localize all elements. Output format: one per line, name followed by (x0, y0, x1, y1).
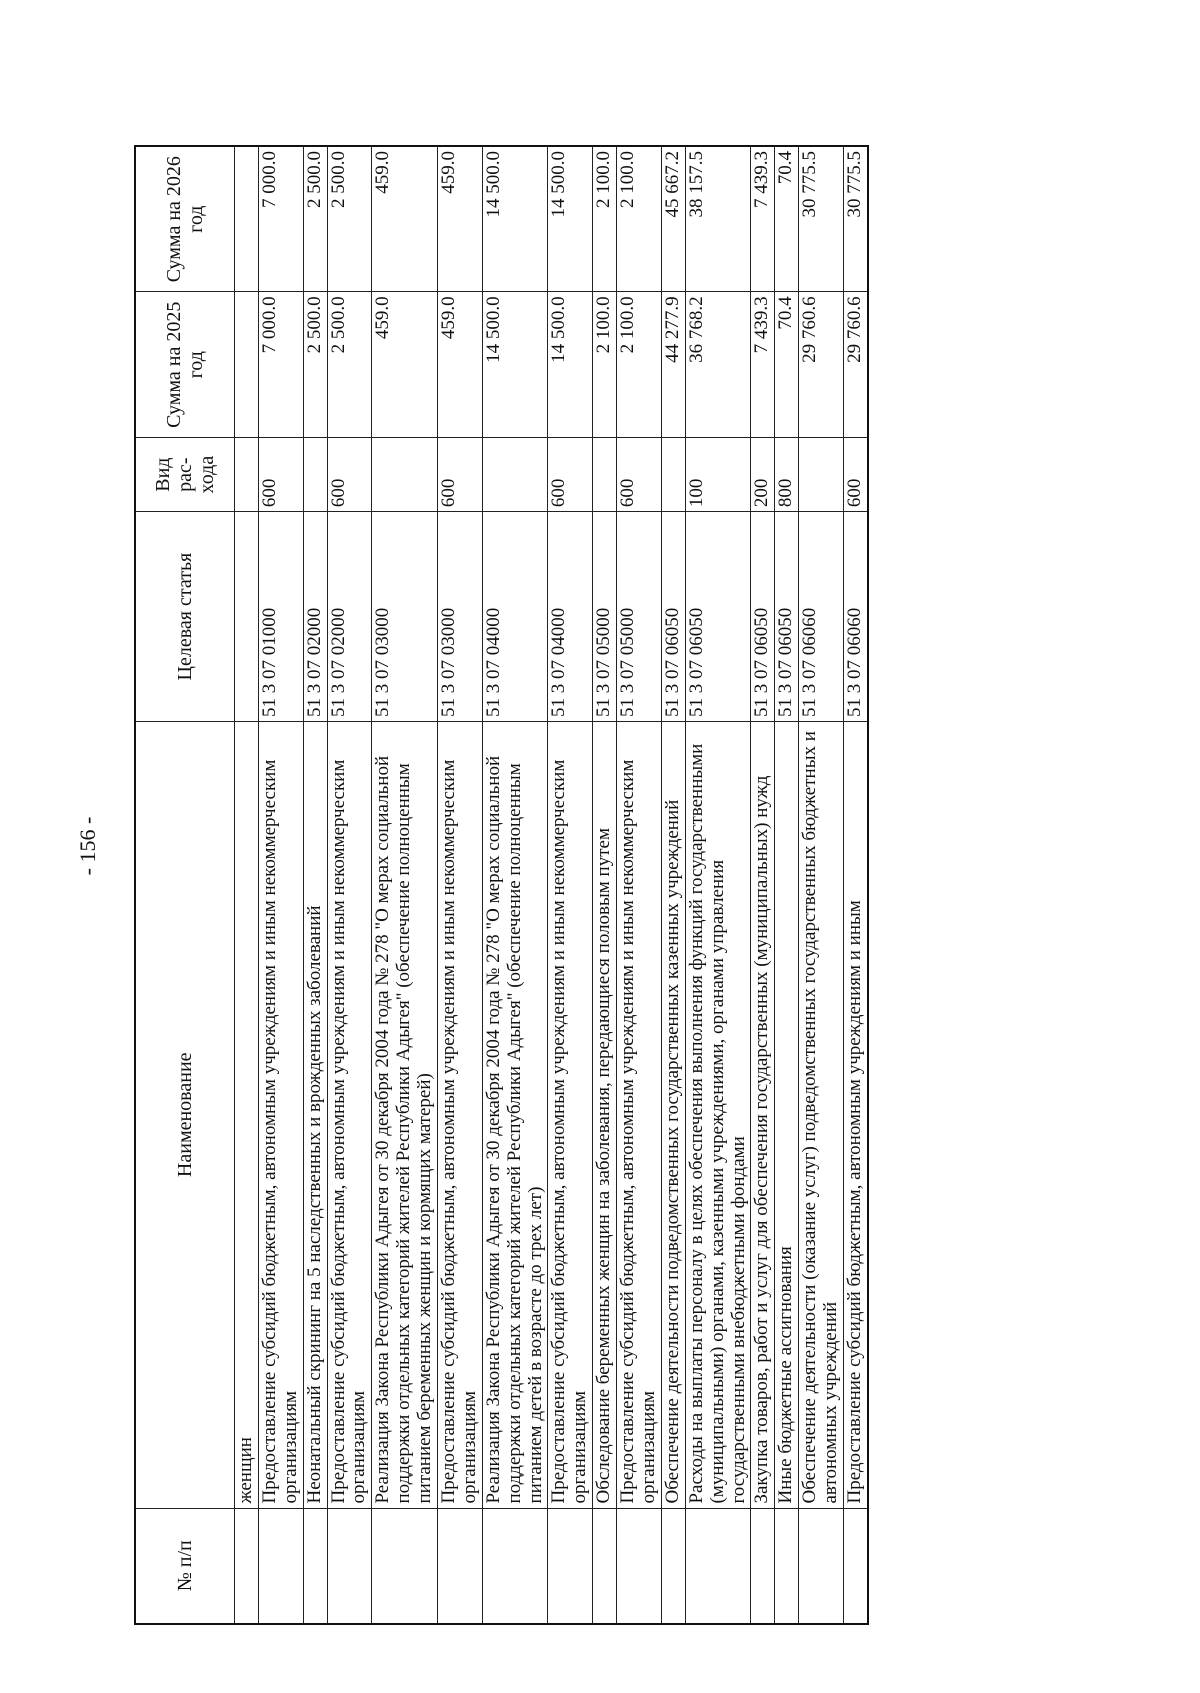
cell-num (235, 1508, 259, 1624)
cell-vid (235, 438, 259, 512)
cell-sum-2026: 30 775.5 (799, 146, 844, 292)
cell-sum-2026: 30 775.5 (844, 146, 868, 292)
cell-num (593, 1508, 617, 1624)
cell-vid: 600 (327, 438, 372, 512)
cell-num (661, 1508, 685, 1624)
cell-vid (303, 438, 327, 512)
table-row (235, 146, 259, 1624)
header-num: № п/п (135, 1508, 235, 1624)
cell-vid: 200 (751, 438, 775, 512)
cell-name: Неонатальный скрининг на 5 наследственных и врожденных заболеваний (303, 722, 327, 1508)
header-sum-2025: Сумма на 2025 год (135, 292, 235, 438)
cell-code: 51 3 07 03000 (372, 512, 438, 722)
table-header-row (135, 146, 235, 1624)
cell-sum-2026: 70.4 (775, 146, 799, 292)
header-vid: Вид рас-хода (135, 438, 235, 512)
cell-vid: 600 (617, 438, 662, 512)
cell-code: 51 3 07 04000 (548, 512, 593, 722)
cell-num (438, 1508, 483, 1624)
cell-name: Предоставление субсидий бюджетным, автономным учреждениям и иным (844, 722, 868, 1508)
table-row (482, 146, 548, 1624)
cell-code: 51 3 07 05000 (617, 512, 662, 722)
cell-sum-2026: 2 100.0 (617, 146, 662, 292)
table-row (617, 146, 662, 1624)
cell-sum-2026: 7 439.3 (751, 146, 775, 292)
cell-name: Предоставление субсидий бюджетным, автономным учреждениям и иным некоммерческим организациям (548, 722, 593, 1508)
cell-vid (482, 438, 548, 512)
page-number: - 156 - (75, 816, 100, 876)
cell-sum-2025: 7 439.3 (751, 292, 775, 438)
cell-sum-2026: 38 157.5 (685, 146, 751, 292)
cell-num (372, 1508, 438, 1624)
cell-name: Предоставление субсидий бюджетным, автономным учреждениям и иным некоммерческим организациям (438, 722, 483, 1508)
cell-sum-2025: 14 500.0 (548, 292, 593, 438)
cell-code: 51 3 07 06060 (844, 512, 868, 722)
cell-sum-2025: 459.0 (372, 292, 438, 438)
cell-sum-2025: 7 000.0 (258, 292, 303, 438)
cell-code: 51 3 07 02000 (327, 512, 372, 722)
cell-vid: 800 (775, 438, 799, 512)
cell-code: 51 3 07 06050 (751, 512, 775, 722)
cell-sum-2026: 7 000.0 (258, 146, 303, 292)
cell-sum-2026: 45 667.2 (661, 146, 685, 292)
cell-sum-2025: 459.0 (438, 292, 483, 438)
budget-table (134, 145, 869, 1625)
table-row (327, 146, 372, 1624)
table-row (593, 146, 617, 1624)
cell-code: 51 3 07 06050 (685, 512, 751, 722)
cell-name: Предоставление субсидий бюджетным, автономным учреждениям и иным некоммерческим организациям (258, 722, 303, 1508)
table-row (438, 146, 483, 1624)
cell-name: женщин (235, 722, 259, 1508)
cell-sum-2026: 2 100.0 (593, 146, 617, 292)
cell-name: Закупка товаров, работ и услуг для обеспечения государственных (муниципальных) нужд (751, 722, 775, 1508)
cell-code: 51 3 07 02000 (303, 512, 327, 722)
header-code: Целевая статья (135, 512, 235, 722)
cell-sum-2026: 14 500.0 (548, 146, 593, 292)
cell-vid (593, 438, 617, 512)
cell-name: Обеспечение деятельности (оказание услуг) подведомственных государственных бюджетных и автономных учреждений (799, 722, 844, 1508)
cell-sum-2025: 14 500.0 (482, 292, 548, 438)
table-row (844, 146, 868, 1624)
cell-vid: 600 (548, 438, 593, 512)
cell-num (303, 1508, 327, 1624)
cell-num (799, 1508, 844, 1624)
cell-sum-2025: 70.4 (775, 292, 799, 438)
cell-sum-2026: 459.0 (372, 146, 438, 292)
table-row (372, 146, 438, 1624)
cell-name: Предоставление субсидий бюджетным, автономным учреждениям и иным некоммерческим организациям (327, 722, 372, 1508)
cell-sum-2025: 29 760.6 (844, 292, 868, 438)
cell-num (258, 1508, 303, 1624)
cell-code: 51 3 07 05000 (593, 512, 617, 722)
table-row (548, 146, 593, 1624)
cell-sum-2025: 2 500.0 (303, 292, 327, 438)
table-row (661, 146, 685, 1624)
cell-name: Расходы на выплаты персоналу в целях обеспечения выполнения функций государственными (муниципальными) органами, казенными учреждениями, органами управления государственными внебюджетными фондами (685, 722, 751, 1508)
cell-vid: 600 (258, 438, 303, 512)
table-row (258, 146, 303, 1624)
cell-name: Обследование беременных женщин на заболевания, передающиеся половым путем (593, 722, 617, 1508)
cell-code: 51 3 07 06050 (775, 512, 799, 722)
header-name: Наименование (135, 722, 235, 1508)
table-row (751, 146, 775, 1624)
cell-sum-2025: 29 760.6 (799, 292, 844, 438)
cell-code: 51 3 07 03000 (438, 512, 483, 722)
cell-sum-2025 (235, 292, 259, 438)
cell-vid (799, 438, 844, 512)
cell-name: Реализация Закона Республики Адыгея от 30 декабря 2004 года № 278 "О мерах социальной поддержки отдельных категорий жителей Республики Адыгея" (обеспечение полноценным питанием беременных женщин и кормящих матерей) (372, 722, 438, 1508)
cell-sum-2025: 44 277.9 (661, 292, 685, 438)
cell-num (685, 1508, 751, 1624)
table-row (303, 146, 327, 1624)
cell-num (844, 1508, 868, 1624)
cell-name: Обеспечение деятельности подведомственных государственных казенных учреждений (661, 722, 685, 1508)
cell-num (327, 1508, 372, 1624)
cell-sum-2025: 36 768.2 (685, 292, 751, 438)
header-sum-2026: Сумма на 2026 год (135, 146, 235, 292)
cell-sum-2026: 2 500.0 (327, 146, 372, 292)
cell-code: 51 3 07 04000 (482, 512, 548, 722)
cell-num (617, 1508, 662, 1624)
table-row (685, 146, 751, 1624)
table-row (775, 146, 799, 1624)
cell-vid: 600 (438, 438, 483, 512)
cell-vid: 600 (844, 438, 868, 512)
cell-vid (661, 438, 685, 512)
cell-vid (372, 438, 438, 512)
cell-sum-2025: 2 100.0 (593, 292, 617, 438)
cell-sum-2025: 2 500.0 (327, 292, 372, 438)
cell-sum-2026: 459.0 (438, 146, 483, 292)
cell-code: 51 3 07 06060 (799, 512, 844, 722)
cell-num (548, 1508, 593, 1624)
cell-sum-2026: 2 500.0 (303, 146, 327, 292)
cell-code: 51 3 07 01000 (258, 512, 303, 722)
cell-num (775, 1508, 799, 1624)
rotated-table-container (134, 145, 1064, 1625)
cell-sum-2026 (235, 146, 259, 292)
cell-name: Иные бюджетные ассигнования (775, 722, 799, 1508)
cell-vid: 100 (685, 438, 751, 512)
cell-sum-2026: 14 500.0 (482, 146, 548, 292)
cell-sum-2025: 2 100.0 (617, 292, 662, 438)
cell-name: Реализация Закона Республики Адыгея от 30 декабря 2004 года № 278 "О мерах социальной поддержки отдельных категорий жителей Республики Адыгея" (обеспечение полноценным питанием детей в возрасте до трех лет) (482, 722, 548, 1508)
cell-num (751, 1508, 775, 1624)
cell-name: Предоставление субсидий бюджетным, автономным учреждениям и иным некоммерческим организациям (617, 722, 662, 1508)
cell-num (482, 1508, 548, 1624)
cell-code (235, 512, 259, 722)
cell-code: 51 3 07 06050 (661, 512, 685, 722)
table-row (799, 146, 844, 1624)
